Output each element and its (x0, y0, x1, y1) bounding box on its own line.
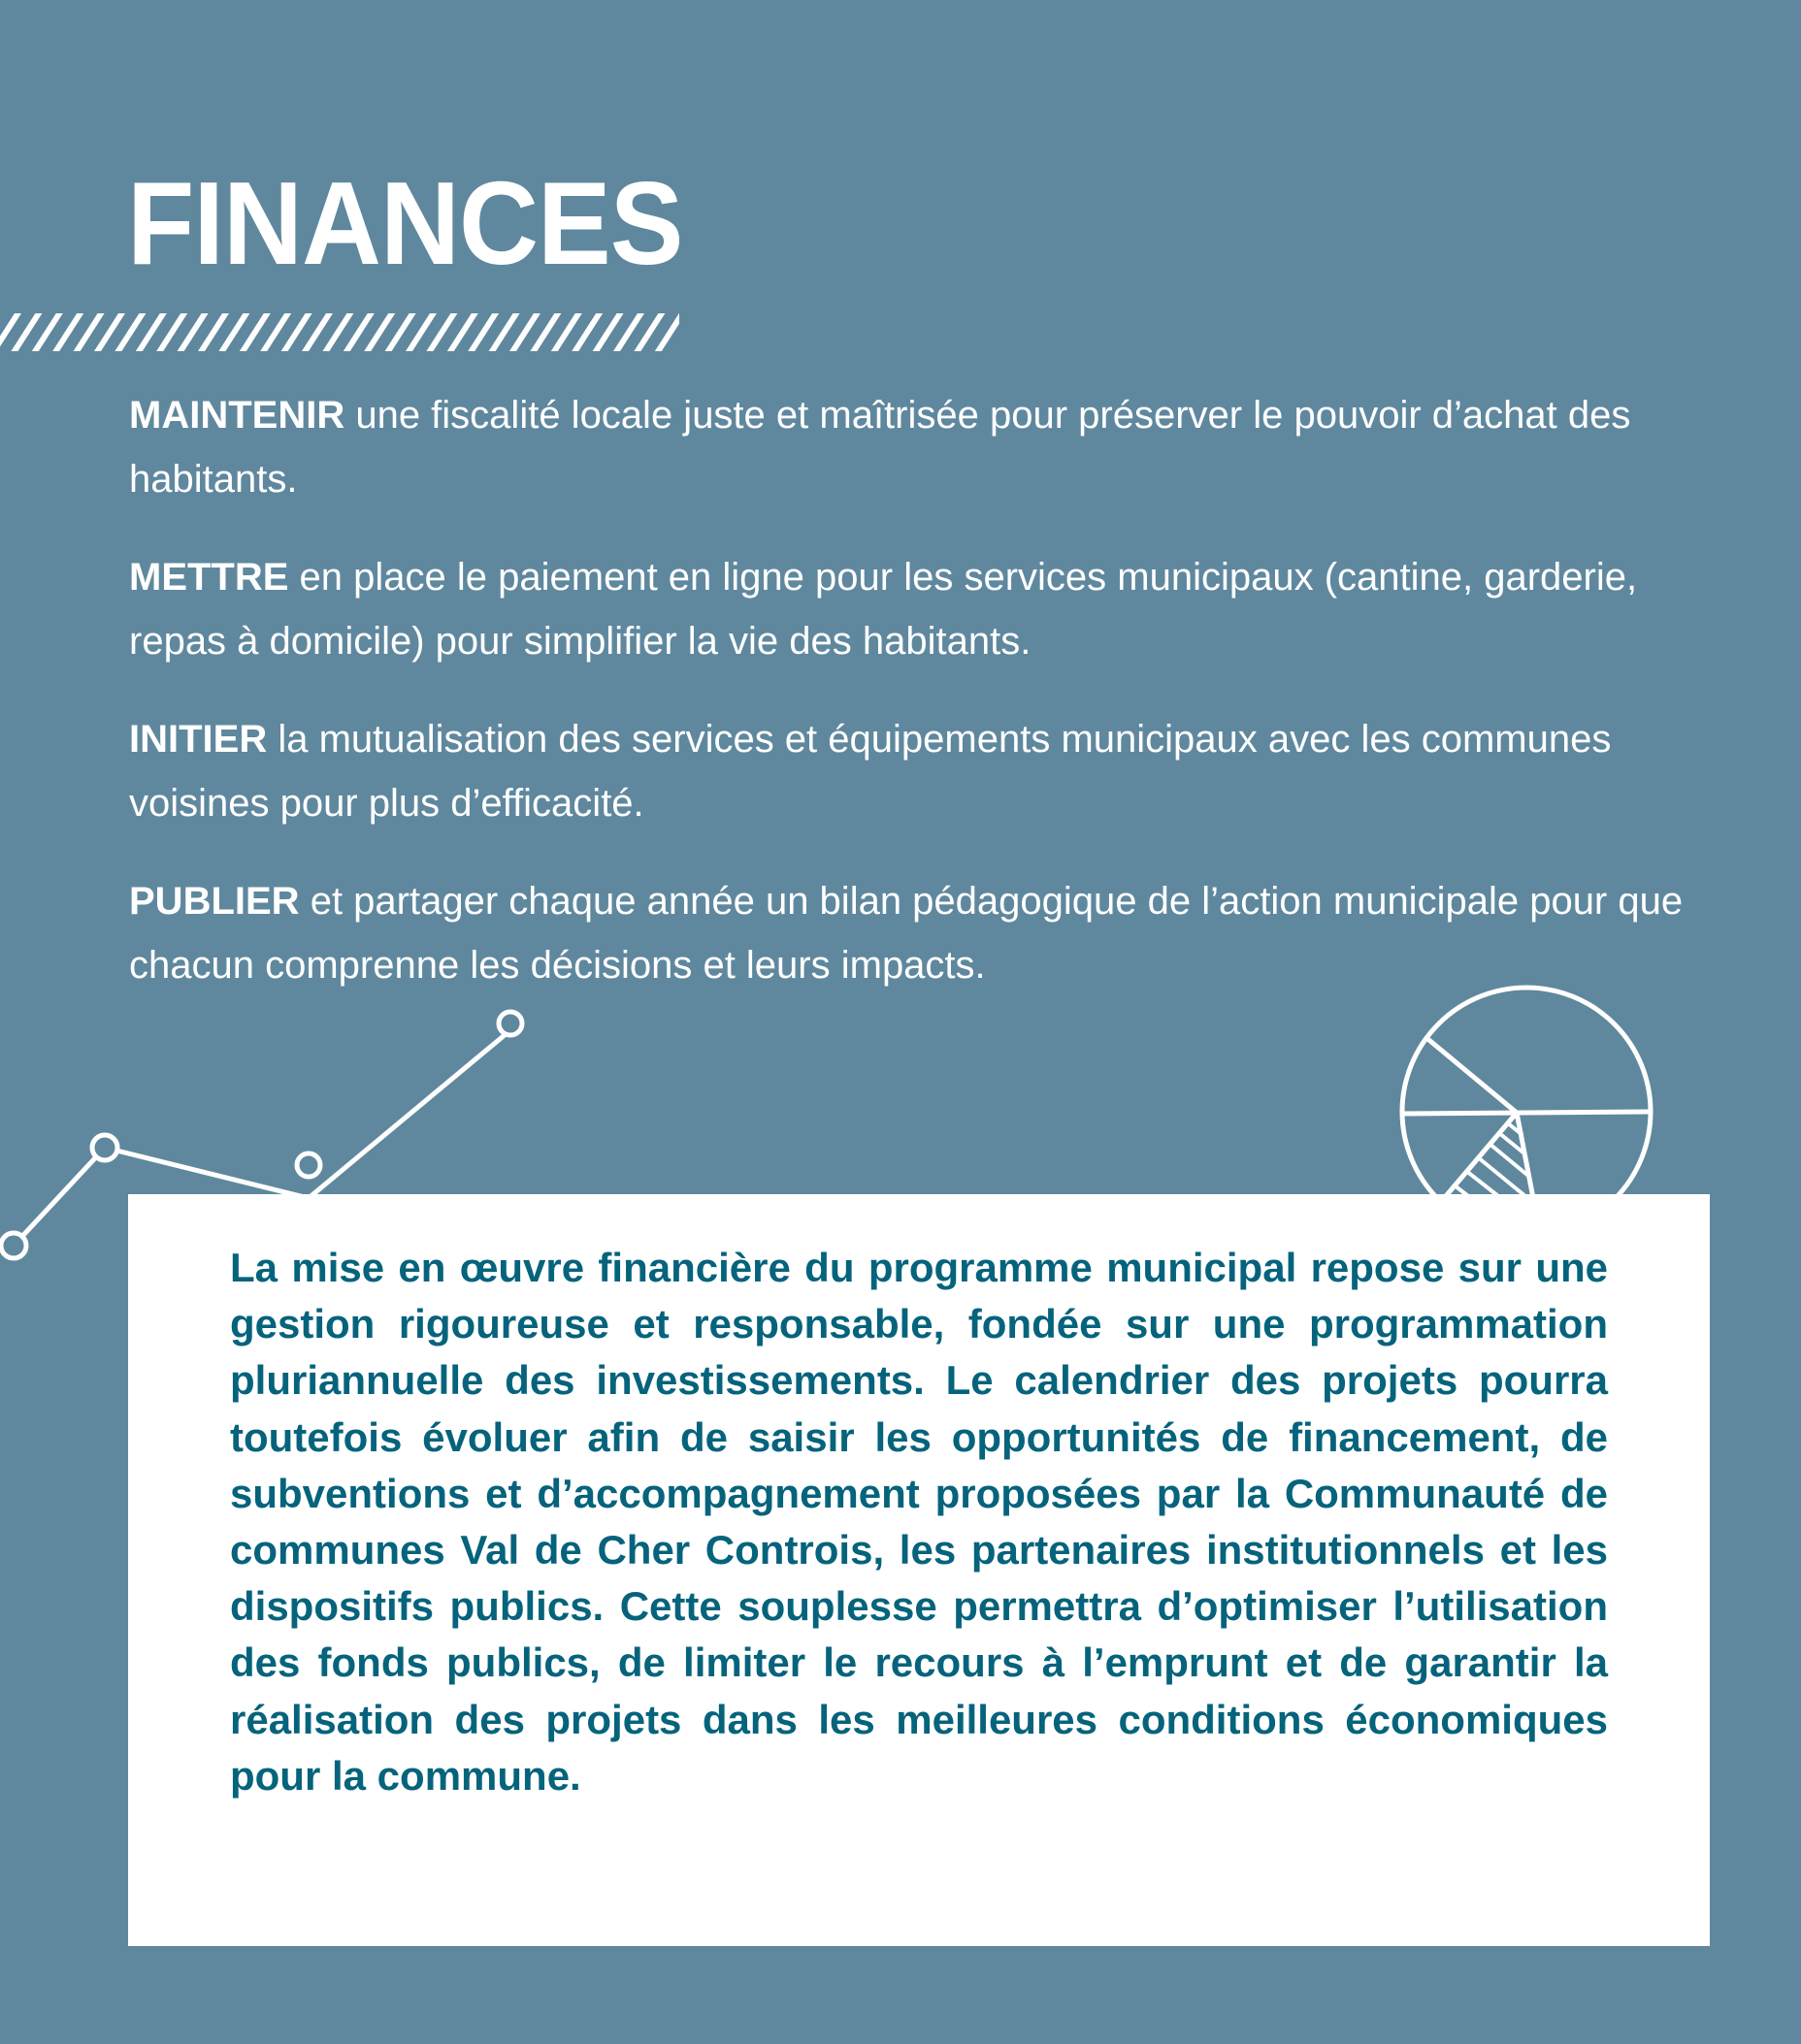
commitment-text: en place le paiement en ligne pour les services municipaux (cantine, garderie, repas à domicile) pour simplifier la vie des habitants. (129, 556, 1638, 663)
pie-divider (1425, 1037, 1517, 1113)
page-title: FINANCES (127, 157, 683, 289)
financial-statement-text: La mise en œuvre financière du programme municipal repose sur une gestion rigoureuse et responsable, fondée sur une programmation pluriannuelle des investissements. Le calendrier des projets pourra toutefois évoluer afin de saisir les opportunités de financement, de subventions et d’accompagnement proposées par la Communauté de communes Val de Cher Controis, les partenaires institutionnels et les dispositifs publics. Cette souplesse permettra d’optimiser l’utilisation des fonds publics, de limiter le recours à l’emprunt et de garantir la réalisation des projets dans les meilleures conditions économiques pour la commune. (230, 1245, 1608, 1799)
commitment-item (129, 545, 1730, 673)
commitment-text: une fiscalité locale juste et maîtrisée pour préserver le pouvoir d’achat des habitants. (129, 394, 1631, 501)
financial-statement-box (128, 1194, 1710, 1946)
commitment-item (129, 869, 1730, 997)
commitment-item (129, 707, 1730, 835)
pie-hatch (1455, 1123, 1531, 1203)
line-chart-point (92, 1135, 117, 1160)
line-chart-point (297, 1153, 320, 1177)
pie-divider (1517, 1113, 1534, 1203)
commitment-text: la mutualisation des services et équipements municipaux avec les communes voisines pour plus d’efficacité. (129, 718, 1612, 825)
pie-divider (1404, 1112, 1650, 1114)
commitment-verb: METTRE (129, 556, 289, 599)
diagonal-stripes-divider (0, 312, 679, 353)
commitments-list (129, 383, 1730, 1031)
pie-divider (1440, 1113, 1517, 1203)
commitment-verb: PUBLIER (129, 880, 300, 923)
commitment-text: et partager chaque année un bilan pédagogique de l’action municipale pour que chacun comprenne les décisions et leurs impacts. (129, 880, 1684, 987)
line-chart-point (1, 1233, 26, 1258)
commitment-verb: MAINTENIR (129, 394, 345, 437)
commitment-verb: INITIER (129, 718, 268, 761)
commitment-item (129, 383, 1730, 511)
